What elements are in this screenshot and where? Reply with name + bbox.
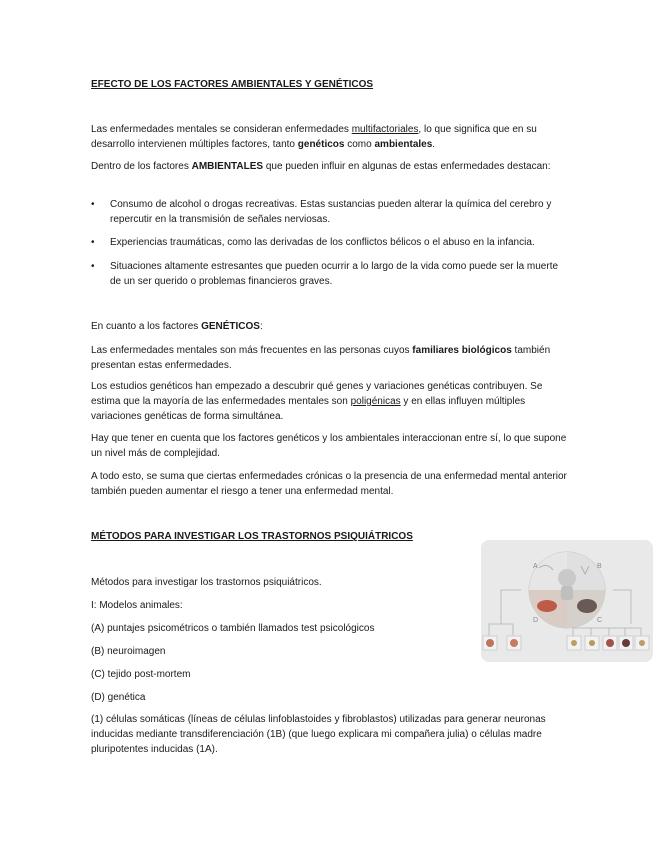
cell-icon bbox=[510, 639, 518, 647]
cell-icon bbox=[589, 640, 595, 646]
text: Los estudios genéticos han empezado a descubrir qué genes y variaciones genéticas contribuyen. Se estima que la mayoría de las enfermedades mentales son bbox=[91, 381, 543, 407]
method-line: (A) puntajes psicométricos o también llamados test psicológicos bbox=[91, 623, 375, 634]
paragraph-chronic: A todo esto, se suma que ciertas enfermedades crónicas o la presencia de una enfermedad mental anterior también pueden aumentar el riesgo a tener una enfermedad mental. bbox=[91, 471, 567, 497]
bullet-icon: • bbox=[91, 199, 95, 210]
connector-line bbox=[613, 590, 631, 624]
bold-term: ambientales bbox=[374, 139, 433, 150]
research-methods-figure bbox=[481, 540, 653, 662]
label-c: C bbox=[597, 617, 603, 624]
method-line: (B) neuroimagen bbox=[91, 646, 166, 657]
bullet-icon: • bbox=[91, 237, 95, 248]
list-item bbox=[91, 235, 571, 250]
text: Dentro de los factores bbox=[91, 161, 192, 172]
connector-line bbox=[573, 628, 641, 636]
brain-tissue-icon bbox=[537, 600, 557, 612]
connector-line bbox=[501, 590, 521, 624]
text: como bbox=[344, 139, 375, 150]
text: . bbox=[432, 139, 436, 150]
label-a: A bbox=[533, 563, 538, 570]
paragraph-poligenicas bbox=[91, 379, 571, 424]
cell-icon bbox=[639, 640, 645, 646]
list-item-text: Experiencias traumáticas, como las derivadas de los conflictos bélicos o el abuso en la infancia. bbox=[110, 237, 535, 248]
person-icon bbox=[558, 569, 576, 587]
list-item-text: Consumo de alcohol o drogas recreativas. Estas sustancias pueden alterar la química del cerebro y repercutir en la transmisión de señales nerviosas. bbox=[110, 199, 552, 225]
text: que pueden influir en algunas de estas enfermedades destacan: bbox=[263, 161, 551, 172]
paragraph-genetic-heading bbox=[91, 319, 571, 334]
text: : bbox=[259, 321, 263, 332]
connector-line bbox=[489, 624, 513, 636]
method-line: Métodos para investigar los trastornos psiquiátricos. bbox=[91, 577, 322, 588]
label-d: D bbox=[533, 617, 539, 624]
cell-icon bbox=[622, 639, 630, 647]
paragraph-familiares bbox=[91, 343, 571, 373]
paragraph-cells: (1) células somáticas (líneas de células linfoblastoides y fibroblastos) utilizadas para generar neuronas inducidas mediante transdiferenciación (1B) (que luego explicara mi compañera julia) o células madre pluripotentes inducidas (1A). bbox=[91, 714, 546, 755]
underlined-term: poligénicas bbox=[350, 396, 401, 407]
underlined-term: multifactoriales bbox=[351, 124, 419, 135]
text: y en ellas influyen múltiples variaciones genéticas de forma simultánea. bbox=[91, 396, 526, 422]
paragraph-environmental bbox=[91, 159, 571, 174]
bold-term: GENÉTICOS bbox=[201, 321, 260, 332]
paragraph-multifactorial bbox=[91, 122, 571, 152]
label-b: B bbox=[597, 563, 602, 570]
text: Las enfermedades mentales se consideran enfermedades bbox=[91, 124, 352, 135]
bold-term: AMBIENTALES bbox=[191, 161, 264, 172]
cell-icon bbox=[486, 639, 494, 647]
section-title-methods: MÉTODOS PARA INVESTIGAR LOS TRASTORNOS PSIQUIÁTRICOS bbox=[91, 531, 413, 542]
method-line: (D) genética bbox=[91, 692, 146, 703]
list-item-text: Situaciones altamente estresantes que pueden ocurrir a lo largo de la vida como puede ser la muerte de un ser querido o problemas financieros graves. bbox=[110, 261, 559, 287]
list-item bbox=[91, 259, 571, 289]
paragraph-interaction: Hay que tener en cuenta que los factores genéticos y los ambientales interaccionan entre sí, lo que supone un nivel más de complejidad. bbox=[91, 433, 567, 459]
bold-term: genéticos bbox=[297, 139, 345, 150]
cell-icon bbox=[606, 639, 614, 647]
brain-scan-icon bbox=[577, 599, 597, 613]
figure-diagram bbox=[481, 540, 653, 662]
bold-term: familiares biológicos bbox=[412, 345, 512, 356]
person-body-icon bbox=[561, 586, 573, 600]
section-title-factors: EFECTO DE LOS FACTORES AMBIENTALES Y GENÉTICOS bbox=[91, 79, 374, 90]
text: también presentan estas enfermedades. bbox=[91, 345, 551, 371]
text: En cuanto a los factores bbox=[91, 321, 202, 332]
text: Las enfermedades mentales son más frecuentes en las personas cuyos bbox=[91, 345, 413, 356]
method-line: I: Modelos animales: bbox=[91, 600, 183, 611]
list-item bbox=[91, 197, 571, 227]
bullet-icon: • bbox=[91, 261, 95, 272]
text: , lo que significa que en su desarrollo intervienen múltiples factores, tanto bbox=[91, 124, 537, 150]
cell-icon bbox=[571, 640, 577, 646]
method-line: (C) tejido post-mortem bbox=[91, 669, 191, 680]
